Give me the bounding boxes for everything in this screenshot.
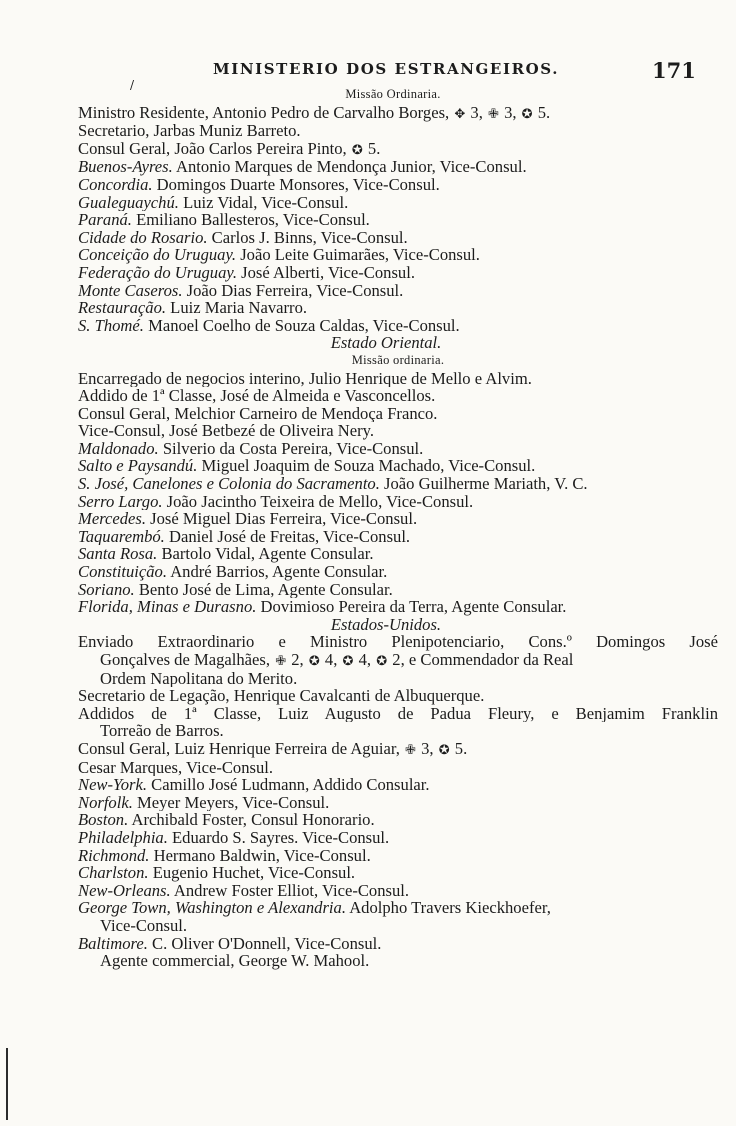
entry-text: Consul Geral, João Carlos Pereira Pinto, [78,139,347,158]
text-line [78,229,718,247]
place-name: Constituição. [78,563,167,581]
running-title: MINISTERIO DOS ESTRANGEIROS. [213,60,560,78]
place-name: Richmond. [78,846,150,865]
place-name: Florida, Minas e Durasno. [78,598,257,616]
text-line: Vice-Consul. [100,916,188,935]
place-name: Monte Caseros. [78,281,183,300]
place-name: New-Orleans. [78,881,171,900]
text-line [78,246,718,264]
entry-text: Consul Geral, Luiz Henrique Ferreira de Aguiar, [78,739,400,758]
text-line [78,299,718,317]
entry-text: Camillo José Ludmann, Addido Consular. [147,776,430,794]
place-name: Boston. [78,811,129,829]
entry-text: 5. [454,739,468,758]
mission-subheading: Missão ordinaria. [351,352,445,367]
text-line [78,864,718,882]
text-line [78,211,718,229]
entry-text: 5. [367,139,381,158]
star-medal-icon: ✪ [308,653,320,668]
entry-text: Antonio Marques de Mendonça Junior, Vice-Consul. [172,158,527,176]
entry-text: Gonçalves de Magalhães, [100,651,271,669]
text-line [78,528,718,546]
entry-text: 3, [504,103,517,122]
page-number: 171 [652,58,696,83]
place-name: Serro Largo. [78,492,163,511]
text-line: Agente commercial, George W. Mahool. [100,952,370,970]
entry-text: Eugenio Huchet, Vice-Consul. [148,864,356,882]
entry-text: 4, [358,651,372,669]
text-line [78,140,718,159]
place-name: Cidade do Rosario. [78,228,208,247]
entry-text: C. Oliver O'Donnell, Vice-Consul. [147,934,382,953]
text-line [78,104,718,123]
place-name: Paraná. [78,211,132,229]
place-name: Concordia. [78,175,153,194]
text-line: Torreão de Barros. [100,722,224,740]
entry-text: João Dias Ferreira, Vice-Consul. [182,281,404,300]
place-name: Federação do Uruguay. [78,263,237,282]
entry-text: João Leite Guimarães, Vice-Consul. [236,246,480,264]
rose-cross-icon: ✥ [454,105,466,121]
entry-text: Luiz Maria Navarro. [166,299,308,317]
text-line [78,158,718,176]
place-name: Baltimore. [78,934,148,953]
text-line [78,317,718,335]
text-line [78,545,718,563]
entry-text: Adolpho Travers Kieckhoefer, [345,899,551,917]
star-medal-icon: ✪ [376,653,388,668]
entry-text: Miguel Joaquim de Souza Machado, Vice-Consul. [197,457,536,476]
text-line: Enviado Extraordinario e Ministro Plenipotenciario, Cons.º Domingos José [78,633,718,651]
entry-text: 3, [470,103,483,122]
text-line [78,457,718,475]
entry-text: José Alberti, Vice-Consul. [237,263,415,282]
star-medal-icon: ✪ [342,653,354,668]
entry-text: Bento José de Lima, Agente Consular. [134,580,393,599]
text-line [78,510,718,528]
text-line: Vice-Consul, José Betbezé de Oliveira Nery. [78,422,375,440]
text-line [78,598,718,616]
entry-text: Carlos J. Binns, Vice-Consul. [207,228,408,247]
text-line [78,264,718,282]
entry-text: Silverio da Costa Pereira, Vice-Consul. [158,439,424,458]
text-line [78,935,718,953]
star-medal-icon: ✪ [351,141,363,157]
text-line [78,176,718,194]
star-medal-icon: ✪ [521,105,533,121]
entry-text: Bartolo Vidal, Agente Consular. [157,545,374,564]
place-name: Restauração. [78,299,167,317]
text-line [78,493,718,511]
entry-text: 4, [324,651,338,669]
section-heading: Estado Oriental. [330,334,442,352]
entry-text: Meyer Meyers, Vice-Consul. [132,793,330,812]
text-line: Addido de 1ª Classe, José de Almeida e Vasconcellos. [78,387,436,405]
place-name: Maldonado. [78,439,159,458]
place-name: Santa Rosa. [78,545,158,564]
text-line [78,440,718,458]
place-name: Gualeguaychú. [78,193,179,212]
entry-text: Manoel Coelho de Souza Caldas, Vice-Consul. [143,316,460,335]
place-name: S. José, Canelones e Colonia do Sacramento. [78,475,380,493]
entry-text: Emiliano Ballesteros, Vice-Consul. [131,211,370,229]
christ-cross-icon: ✙ [405,741,416,757]
entry-text: Archibald Foster, Consul Honorario. [128,811,375,829]
place-name: S. Thomé. [78,316,144,335]
place-name: George Town, Washington e Alexandria. [78,899,346,917]
body-text [78,86,718,970]
entry-text: José Miguel Dias Ferreira, Vice-Consul. [146,510,418,528]
text-line [78,811,718,829]
entry-text: Ministro Residente, Antonio Pedro de Carvalho Borges, [78,103,450,122]
text-line [78,651,718,670]
entry-text: André Barrios, Agente Consular. [166,563,388,581]
entry-text: 3, [421,739,434,758]
entry-text: João Jacintho Teixeira de Mello, Vice-Consul. [162,492,474,511]
text-line [78,581,718,599]
entry-text: Hermano Baldwin, Vice-Consul. [149,846,371,865]
text-line [78,882,718,900]
text-line [78,475,718,493]
text-line: Consul Geral, Melchior Carneiro de Mendoça Franco. [78,404,438,423]
entry-text: Dovimioso Pereira da Terra, Agente Consular. [256,598,567,616]
entry-text: Luiz Vidal, Vice-Consul. [178,193,349,212]
stray-ink-mark: / [130,78,135,92]
place-name: Taquarembó. [78,527,165,546]
place-name: Charlston. [78,864,149,882]
text-line: Encarregado de negocios interino, Julio Henrique de Mello e Alvim. [78,369,532,388]
entry-text: Daniel José de Freitas, Vice-Consul. [164,527,411,546]
place-name: Soriano. [78,580,135,599]
mission-subheading: Missão Ordinaria. [345,87,441,101]
text-line [78,847,718,865]
text-line: Addidos de 1ª Classe, Luiz Augusto de Padua Fleury, e Benjamim Franklin [78,704,718,723]
page-header [0,48,736,92]
place-name: Philadelphia. [78,828,168,847]
text-line [78,563,718,581]
star-medal-icon: ✪ [438,741,450,757]
christ-cross-icon: ✙ [275,653,287,668]
text-line: Ordem Napolitana do Merito. [100,669,298,688]
place-name: New-York. [78,776,147,794]
entry-text: 5. [537,103,551,122]
entry-text: 2, e Commendador da Real [392,651,574,669]
entry-text: João Guilherme Mariath, V. C. [379,475,588,493]
text-line [78,794,718,812]
text-line [78,740,718,759]
margin-scan-line [6,1048,8,1120]
place-name: Conceição do Uruguay. [78,246,237,264]
text-line: Secretario, Jarbas Muniz Barreto. [78,122,301,140]
text-line: Cesar Marques, Vice-Consul. [78,758,274,777]
text-line [78,829,718,847]
place-name: Salto e Paysandú. [78,457,198,476]
entry-text: Andrew Foster Elliot, Vice-Consul. [170,881,410,900]
entry-text: 2, [291,651,304,669]
place-name: Mercedes. [78,510,147,528]
section-heading: Estados-Unidos. [330,615,442,634]
text-line [78,776,718,794]
text-line: Secretario de Legação, Henrique Cavalcanti de Albuquerque. [78,687,485,705]
text-line [78,194,718,212]
entry-text: Eduardo S. Sayres. Vice-Consul. [167,828,390,847]
place-name: Norfolk. [78,793,133,812]
place-name: Buenos-Ayres. [78,158,173,176]
text-line [78,899,718,917]
christ-cross-icon: ✙ [488,105,499,121]
text-line [78,282,718,300]
entry-text: Domingos Duarte Monsores, Vice-Consul. [152,175,440,194]
